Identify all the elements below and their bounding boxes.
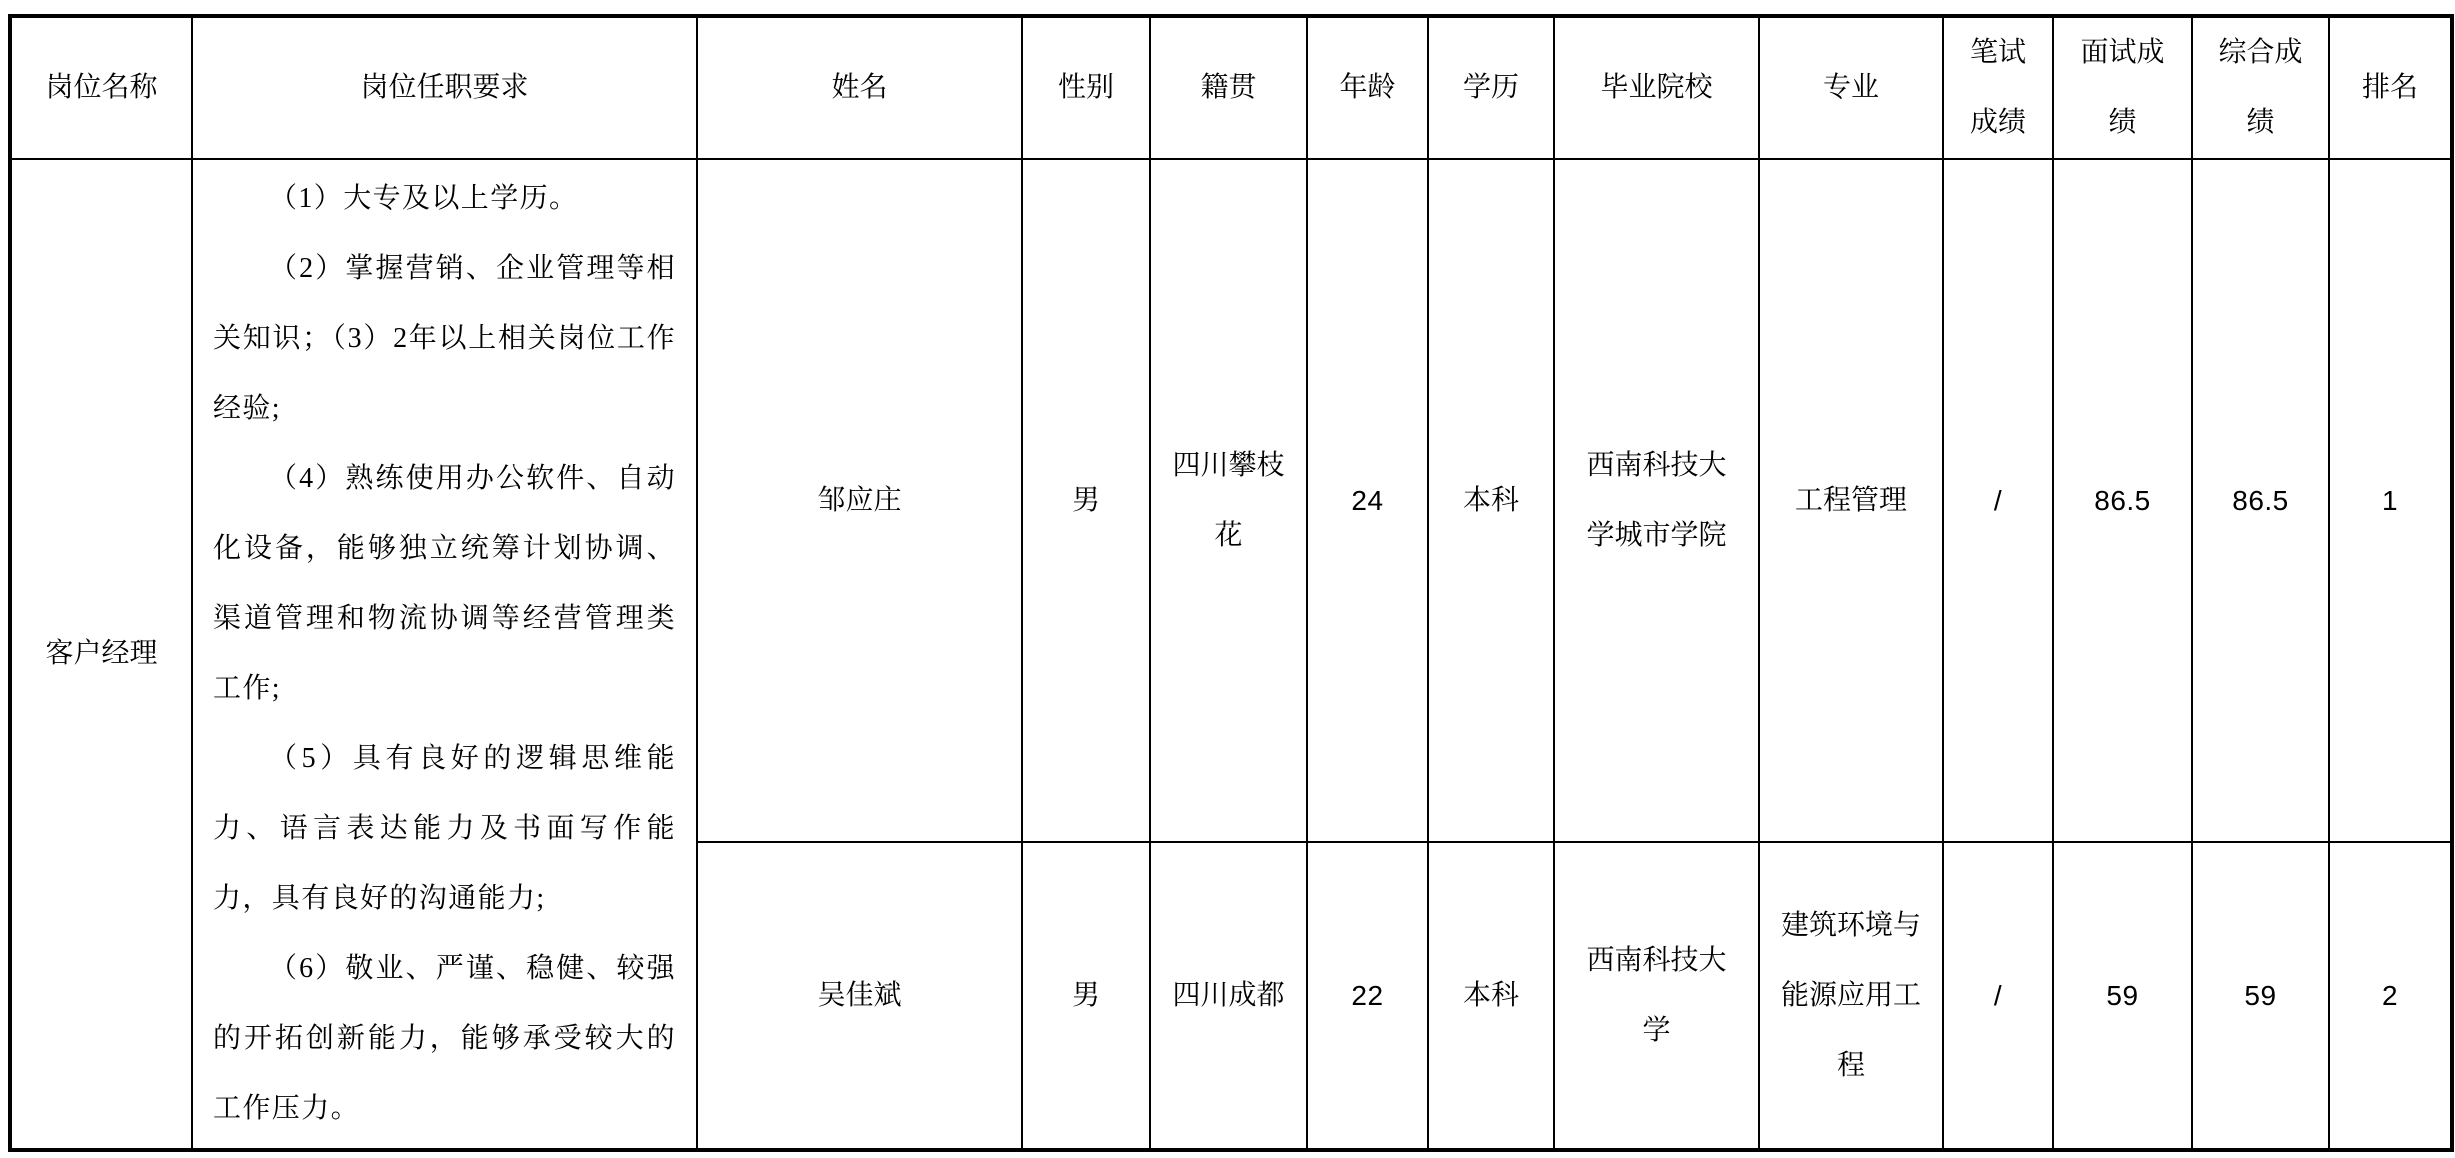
cell-written-score-2: / bbox=[1943, 842, 2053, 1150]
cell-major-2: 建筑环境与能源应用工程 bbox=[1759, 842, 1943, 1150]
header-gender: 性别 bbox=[1022, 16, 1150, 159]
requirement-item-3: （4）熟练使用办公软件、自动化设备，能够独立统筹计划协调、渠道管理和物流协调等经营管理类工作; bbox=[213, 463, 676, 704]
header-native-place: 籍贯 bbox=[1150, 16, 1307, 159]
requirement-item-5: （6）敬业、严谨、稳健、较强的开拓创新能力，能够承受较大的工作压力。 bbox=[213, 953, 676, 1124]
cell-requirements bbox=[192, 159, 697, 1150]
header-requirements: 岗位任职要求 bbox=[192, 16, 697, 159]
cell-written-score-1: / bbox=[1943, 159, 2053, 842]
cell-school-1: 西南科技大学城市学院 bbox=[1554, 159, 1759, 842]
candidate-row-1 bbox=[10, 159, 2452, 842]
cell-age-2: 22 bbox=[1307, 842, 1428, 1150]
table-header-row bbox=[10, 16, 2452, 159]
cell-interview-score-2: 59 bbox=[2053, 842, 2192, 1150]
requirement-item-4: （5）具有良好的逻辑思维能力、语言表达能力及书面写作能力，具有良好的沟通能力; bbox=[213, 743, 676, 914]
cell-name-1: 邹应庄 bbox=[697, 159, 1022, 842]
cell-rank-2: 2 bbox=[2329, 842, 2452, 1150]
header-overall-score: 综合成绩 bbox=[2192, 16, 2329, 159]
cell-name-2: 吴佳斌 bbox=[697, 842, 1022, 1150]
cell-gender-2: 男 bbox=[1022, 842, 1150, 1150]
header-rank: 排名 bbox=[2329, 16, 2452, 159]
cell-native-place-1: 四川攀枝花 bbox=[1150, 159, 1307, 842]
cell-education-1: 本科 bbox=[1428, 159, 1554, 842]
requirement-item-1: （1）大专及以上学历。 bbox=[269, 183, 579, 214]
cell-school-2: 西南科技大学 bbox=[1554, 842, 1759, 1150]
cell-gender-1: 男 bbox=[1022, 159, 1150, 842]
header-position-name: 岗位名称 bbox=[10, 16, 192, 159]
header-education: 学历 bbox=[1428, 16, 1554, 159]
cell-rank-1: 1 bbox=[2329, 159, 2452, 842]
cell-overall-score-2: 59 bbox=[2192, 842, 2329, 1150]
header-school: 毕业院校 bbox=[1554, 16, 1759, 159]
cell-native-place-2: 四川成都 bbox=[1150, 842, 1307, 1150]
requirement-item-2: （2）掌握营销、企业管理等相关知识；（3）2年以上相关岗位工作经验; bbox=[213, 253, 676, 424]
cell-major-1: 工程管理 bbox=[1759, 159, 1943, 842]
cell-overall-score-1: 86.5 bbox=[2192, 159, 2329, 842]
cell-age-1: 24 bbox=[1307, 159, 1428, 842]
header-interview-score: 面试成绩 bbox=[2053, 16, 2192, 159]
header-name: 姓名 bbox=[697, 16, 1022, 159]
recruitment-results-table bbox=[8, 14, 2454, 1152]
header-age: 年龄 bbox=[1307, 16, 1428, 159]
cell-education-2: 本科 bbox=[1428, 842, 1554, 1150]
cell-position-name: 客户经理 bbox=[10, 159, 192, 1150]
header-written-score: 笔试成绩 bbox=[1943, 16, 2053, 159]
header-major: 专业 bbox=[1759, 16, 1943, 159]
cell-interview-score-1: 86.5 bbox=[2053, 159, 2192, 842]
